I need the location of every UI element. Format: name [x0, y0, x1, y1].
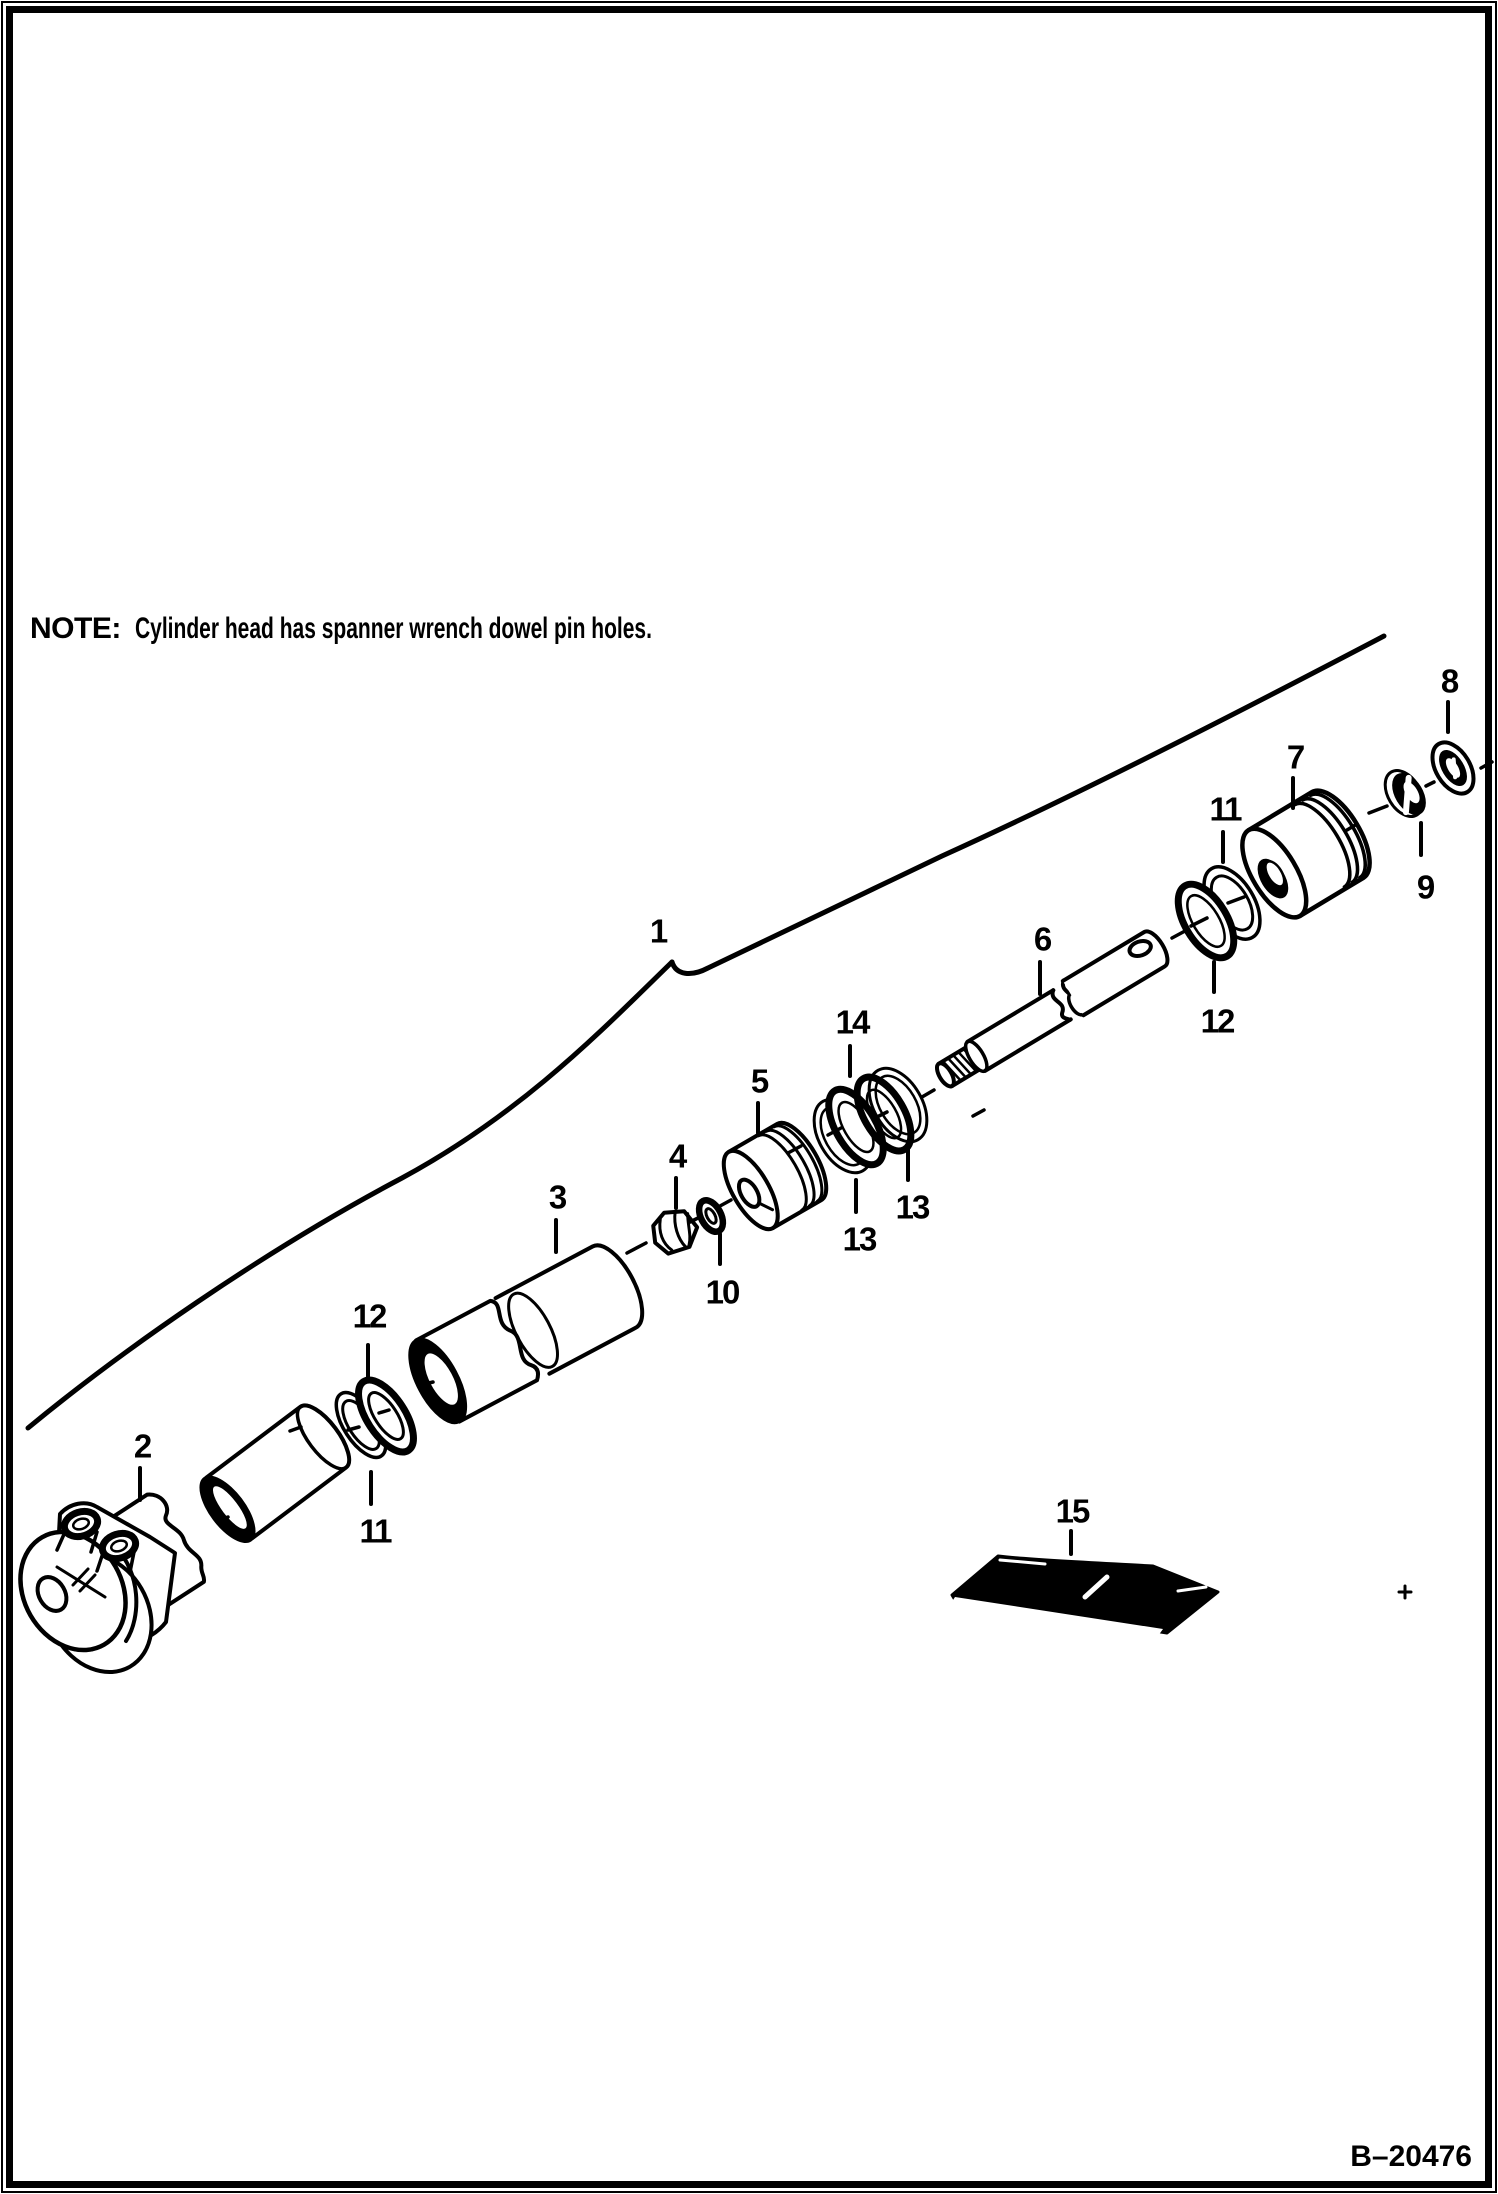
part6-rod: [930, 927, 1173, 1095]
callout-9: 9: [1416, 868, 1434, 906]
callout-11-left: 11: [359, 1512, 391, 1550]
callout-15: 15: [1055, 1492, 1089, 1530]
callout-14: 14: [835, 1003, 869, 1041]
part8-retaining-ring: [1424, 735, 1482, 801]
callout-6: 6: [1033, 920, 1051, 958]
note-label: NOTE:: [30, 612, 121, 645]
callout-5: 5: [750, 1062, 768, 1100]
callout-10: 10: [705, 1273, 739, 1311]
part2-case-tube-segment: [189, 1396, 359, 1552]
callout-11-right: 11: [1209, 790, 1241, 828]
callout-12-right: 12: [1200, 1002, 1234, 1040]
part9-rod-seal: [1377, 763, 1432, 824]
callout-3: 3: [548, 1178, 566, 1216]
callout-13-a: 13: [842, 1220, 876, 1258]
figure-code: B–20476: [1350, 2140, 1472, 2173]
callout-8: 8: [1440, 662, 1458, 700]
note-text: Cylinder head has spanner wrench dowel pin holes.: [134, 612, 652, 645]
callout-7: 7: [1286, 738, 1304, 776]
callout-2: 2: [133, 1427, 151, 1465]
part5-piston: [713, 1115, 837, 1237]
registration-cross: [1399, 1586, 1411, 1598]
part3-tube: [398, 1237, 653, 1431]
callout-12-left: 12: [352, 1297, 386, 1335]
part4-nut: [650, 1208, 700, 1256]
callout-13-b: 13: [895, 1188, 929, 1226]
callout-4: 4: [668, 1137, 686, 1175]
part15-decal: [951, 1556, 1218, 1636]
note: [30, 612, 873, 646]
callout-1: 1: [649, 912, 667, 950]
